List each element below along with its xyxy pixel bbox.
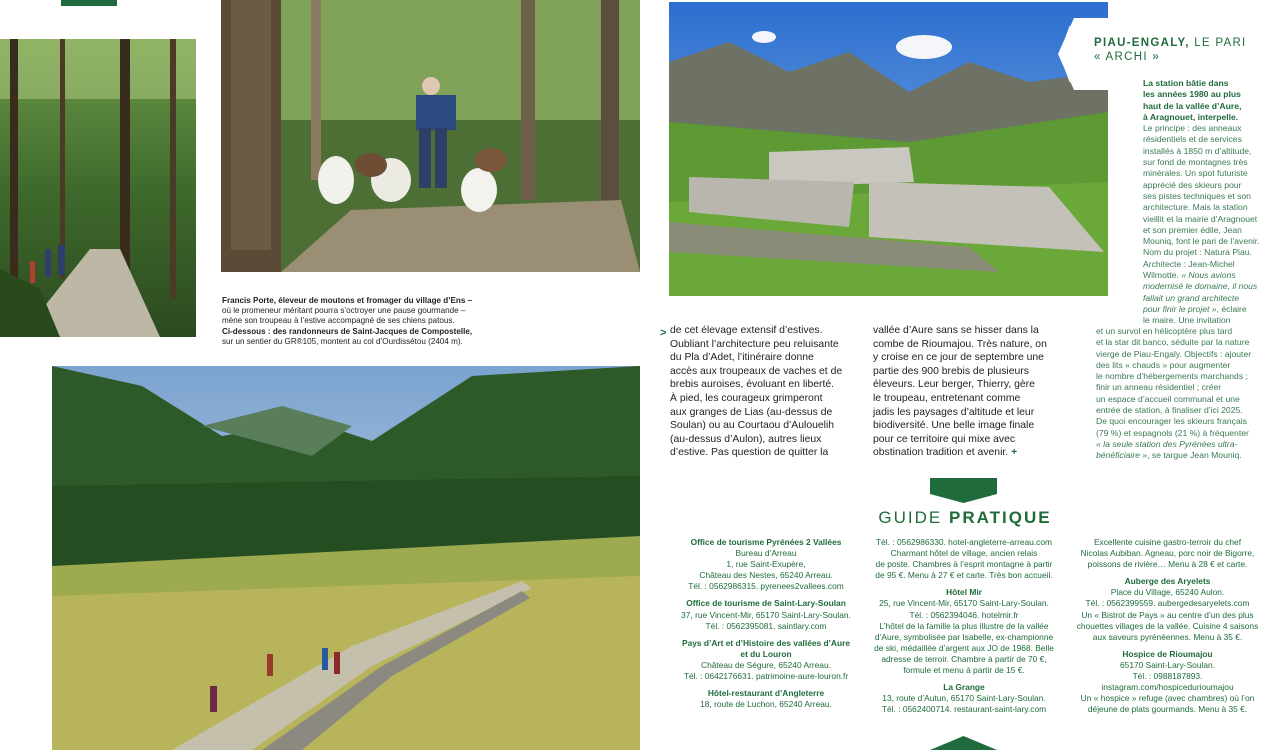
body-line: biodiversité. Une belle image finale xyxy=(873,420,1035,432)
guide-entry-line: de poste. Chambres à l’esprit montagne à partir xyxy=(875,559,1053,570)
guide-entry-line: Charmant hôtel de village, ancien relais xyxy=(890,548,1038,559)
guide-entry-line: adresse de terroir. Chambre à partir de 70 €, xyxy=(881,653,1047,664)
guide-entry-line: déjeune de plats gourmands. Menu à 35 €. xyxy=(1087,704,1248,715)
sidebar-line: Nom du projet : Natura Piau. xyxy=(1143,247,1252,258)
guide-entry-heading: Office de tourisme de Saint-Lary-Soulan xyxy=(686,598,846,609)
body-line: obstination tradition et avenir. xyxy=(873,447,1009,459)
guide-entry-line: formule et menu à partir de 15 €. xyxy=(903,665,1025,676)
guide-bottom-chevron-icon xyxy=(930,736,997,750)
sidebar-line: un espace d’accueil communal et une xyxy=(1096,393,1240,404)
guide-entry-line: instagram.com/hospicedurioumajou xyxy=(1101,682,1234,693)
body-line: Soulan) ou au Courtaou d’Aulouelih xyxy=(670,420,835,432)
guide-entry-line: d’Aure, symbolisée par Isabelle, ex-championne xyxy=(874,631,1054,642)
sidebar-line: et son premier édile, Jean xyxy=(1143,224,1242,235)
top-tab-marker xyxy=(61,0,117,6)
caption-line-5: sur un sentier du GR®105, montent au col d’Ourdissétou (2404 m). xyxy=(222,336,463,346)
guide-entry-line: Nicolas Aubiban. Agneau, porc noir de Bigorre, xyxy=(1080,548,1255,559)
body-line: combe de Rioumajou. Très nature, on xyxy=(873,338,1047,350)
guide-column-3 xyxy=(1066,537,1269,715)
sidebar-line: Mouniq, font le pari de l’avenir. xyxy=(1143,236,1260,247)
guide-entry-heading: Pays d’Art et d’Histoire des vallées d’Aure xyxy=(681,637,851,648)
caption-line-2: où le promeneur méritant pourra s’octroyer une pause gourmande – xyxy=(222,306,466,316)
guide-entry-line: 25, rue Vincent-Mir, 65170 Saint-Lary-Soulan. xyxy=(879,598,1049,609)
sidebar-line: , éclaire xyxy=(1216,303,1247,314)
sidebar-line: et un survol en hélicoptère plus tard xyxy=(1096,326,1233,336)
body-line: le troupeau, entretenant comme xyxy=(873,392,1021,404)
body-column-2 xyxy=(873,324,1083,460)
sidebar-line: vierge de Piau-Engaly. Objectifs : ajouter xyxy=(1096,348,1252,359)
forest-trail-photo xyxy=(0,39,196,337)
guide-title-light: GUIDE xyxy=(878,508,949,527)
guide-title-bold: PRATIQUE xyxy=(948,508,1052,527)
guide-entry-heading: La Grange xyxy=(943,682,985,693)
sidebar-line: installés à 1850 m d’altitude, xyxy=(1143,145,1252,156)
valley-hikers-photo xyxy=(52,366,640,750)
guide-entry-line: Tél. : 0988187893. xyxy=(1132,671,1203,682)
guide-entry-line: de 95 €. Menu à 27 € et carte. Très bon accueil. xyxy=(875,570,1053,581)
sidebar-lead-line: haut de la vallée d’Aure, xyxy=(1143,100,1242,111)
body-line: éleveurs. Leur berger, Thierry, gère xyxy=(873,379,1035,391)
caption-line-4: Ci-dessous : des randonneurs de Saint-Jacques de Compostelle, xyxy=(222,326,473,336)
sidebar-line: architecture. Mais la station xyxy=(1143,202,1248,213)
guide-entry-line: de ski, médaillée d’argent aux JO de 1968. Belle xyxy=(874,642,1054,653)
sidebar-line: des lits « chauds » pour augmenter xyxy=(1096,359,1231,370)
guide-entry-line: Château de Ségure, 65240 Arreau. xyxy=(701,659,831,670)
sidebar-line: finir un anneau résidentiel ; créer xyxy=(1096,382,1222,393)
guide-entry-line: Tél. : 0562986330. hotel-angleterre-arreau.com xyxy=(876,537,1052,547)
caption-line-3: mène son troupeau à l’estive accompagné de ses chiens patous. xyxy=(222,316,455,326)
shepherd-dogs-photo xyxy=(221,0,640,272)
body-line: vallée d’Aure sans se hisser dans la xyxy=(873,325,1039,336)
continue-arrow-icon: > xyxy=(660,327,667,339)
sidebar-title-line2: « ARCHI » xyxy=(1094,50,1161,63)
guide-entry-line: 1, rue Saint-Exupère, xyxy=(726,559,806,570)
guide-entry-line: Place du Village, 65240 Aulon. xyxy=(1110,587,1225,598)
sidebar-line: Architecte : Jean-Michel xyxy=(1143,258,1235,269)
sidebar-line: minérales. Un spot futuriste xyxy=(1143,168,1248,179)
guide-entry-heading: Hospice de Rioumajou xyxy=(1122,648,1213,659)
sidebar-quote: bénéficiaire » xyxy=(1096,450,1148,461)
sidebar-narrow-text xyxy=(1143,78,1268,327)
guide-column-2 xyxy=(862,537,1066,715)
guide-entry-line: Tél. : 0562399559. aubergedesaryelets.com xyxy=(1085,598,1250,609)
guide-entry-line: Bureau d’Arreau xyxy=(735,548,797,559)
guide-title xyxy=(870,508,1060,528)
sidebar-line: résidentiels et de services xyxy=(1143,134,1242,145)
guide-entry-line: L’hôtel de la famille la plus illustre de la vallée xyxy=(879,620,1049,631)
sidebar-line: et la star dit banco, séduite par la nature xyxy=(1096,337,1250,348)
guide-entry-line: Tél. : 0562394046. hotelmir.fr xyxy=(909,609,1019,620)
body-line: pour ce territoire qui mixe avec xyxy=(873,433,1016,445)
guide-entry-line: 37, rue Vincent-Mir, 65170 Saint-Lary-Soulan. xyxy=(681,609,851,620)
sidebar-title-bold: PIAU-ENGALY, xyxy=(1094,37,1190,49)
body-line: aux granges de Lias (au-dessus de xyxy=(670,406,833,418)
body-line: (au-dessus d’Aulon), autres lieux xyxy=(670,433,822,445)
body-line: jadis les paysages d’altitude et leur xyxy=(873,406,1035,418)
body-line: d’estive. Pas question de quitter la xyxy=(670,447,829,459)
guide-entry-line: Excellente cuisine gastro-terroir du chef xyxy=(1093,537,1242,547)
guide-entry-line: 65170 Saint-Lary-Soulan. xyxy=(1120,659,1215,670)
sidebar-lead-line: à Aragnouet, interpelle. xyxy=(1143,111,1239,122)
guide-column-1 xyxy=(660,537,872,710)
sidebar-wide-text xyxy=(1096,326,1268,462)
sidebar-line: entrée de station, à finaliser d’ici 2025. xyxy=(1096,405,1243,416)
guide-entry-line: Un « hospice » refuge (avec chambres) où l’on xyxy=(1080,693,1255,704)
guide-entry-line: poissons de rivière… Menu à 28 € et carte. xyxy=(1087,559,1248,570)
body-line: y croise en ce jour de septembre une xyxy=(873,352,1044,364)
sidebar-title-rest: LE PARI xyxy=(1189,37,1247,49)
sidebar-lead-line: les années 1980 au plus xyxy=(1143,89,1241,100)
photo-caption xyxy=(222,296,642,347)
sidebar-line: Wilmotte. xyxy=(1143,270,1179,281)
guide-entry-line: 18, route de Luchon, 65240 Arreau. xyxy=(700,699,832,710)
sidebar-quote: pour finir le projet » xyxy=(1143,303,1217,314)
guide-entry-line: 13, route d’Autun, 65170 Saint-Lary-Soulan. xyxy=(882,693,1046,704)
sidebar-quote: modernisé le domaine, il nous xyxy=(1143,281,1258,292)
sidebar-line: le nombre d’hébergements marchands ; xyxy=(1096,371,1248,382)
body-line: accès aux troupeaux de vaches et de xyxy=(670,365,843,377)
sidebar-quote: « la seule station des Pyrénées ultra- xyxy=(1096,438,1238,449)
sidebar-quote: « Nous avions xyxy=(1181,270,1236,281)
sidebar-line: sur fond de montagnes très xyxy=(1143,157,1248,168)
guide-entry-line: Château des Nestes, 65240 Arreau. xyxy=(699,570,833,581)
guide-entry-heading-line2: et du Louron xyxy=(740,648,792,659)
end-mark-icon: + xyxy=(1011,447,1018,459)
sidebar-line: Le principe : des anneaux xyxy=(1143,123,1242,134)
caption-line-1: Francis Porte, éleveur de moutons et fromager du village d’Ens – xyxy=(222,296,473,305)
sidebar-title xyxy=(1094,37,1247,64)
body-line: du Pla d’Adet, l’itinéraire donne xyxy=(670,352,814,364)
sidebar-line: ses pistes techniques et son xyxy=(1143,190,1251,201)
guide-entry-line: Tél. : 0562395081. saintlary.com xyxy=(705,620,827,631)
guide-entry-line: Tél. : 0562986315. pyrenees2vallees.com xyxy=(688,581,844,592)
piau-engaly-station-photo xyxy=(669,2,1108,296)
guide-entry-heading: Office de tourisme Pyrénées 2 Vallées xyxy=(690,537,842,547)
sidebar-quote: fallait un grand architecte xyxy=(1143,292,1240,303)
guide-entry-line: Tél. : 0642176631. patrimoine-aure-louron.fr xyxy=(683,671,849,682)
guide-entry-heading: Auberge des Aryelets xyxy=(1124,576,1211,587)
guide-entry-heading: Hôtel Mir xyxy=(946,587,982,598)
sidebar-line: le maire. Une invitation xyxy=(1143,315,1231,326)
body-column-1 xyxy=(670,324,870,460)
sidebar-line: De quoi encourager les skieurs français xyxy=(1096,416,1247,427)
guide-entry-line: aux saveurs pyrénéennes. Menu à 35 €. xyxy=(1092,631,1243,642)
body-line: brebis auroises, évoluant en liberté. xyxy=(670,379,835,391)
body-line: partie des 900 brebis de plusieurs xyxy=(873,365,1029,377)
sidebar-line: apprécié des skieurs pour xyxy=(1143,179,1242,190)
guide-entry-line: Tél. : 0562400714. restaurant-saint-lary.com xyxy=(881,704,1047,715)
guide-entry-line: chouettes villages de la vallée. Cuisine 4 saisons xyxy=(1076,620,1259,631)
guide-entry-line: Un « Bistrot de Pays » au centre d’un des plus xyxy=(1081,609,1254,620)
body-line: de cet élevage extensif d’estives. xyxy=(670,325,823,336)
sidebar-line: vieillit et la mairie d’Aragnouet xyxy=(1143,213,1258,224)
sidebar-line: , se targue Jean Mouniq. xyxy=(1147,450,1242,461)
guide-entry-heading: Hôtel-restaurant d’Angleterre xyxy=(707,688,825,699)
guide-chevron-icon xyxy=(930,478,997,503)
body-line: Oubliant l’architecture peu reluisante xyxy=(670,338,839,350)
body-line: À pied, les courageux grimperont xyxy=(670,392,823,404)
sidebar-line: (79 %) et espagnols (21 %) à fréquenter xyxy=(1096,427,1249,438)
sidebar-lead-line: La station bâtie dans xyxy=(1143,78,1229,88)
